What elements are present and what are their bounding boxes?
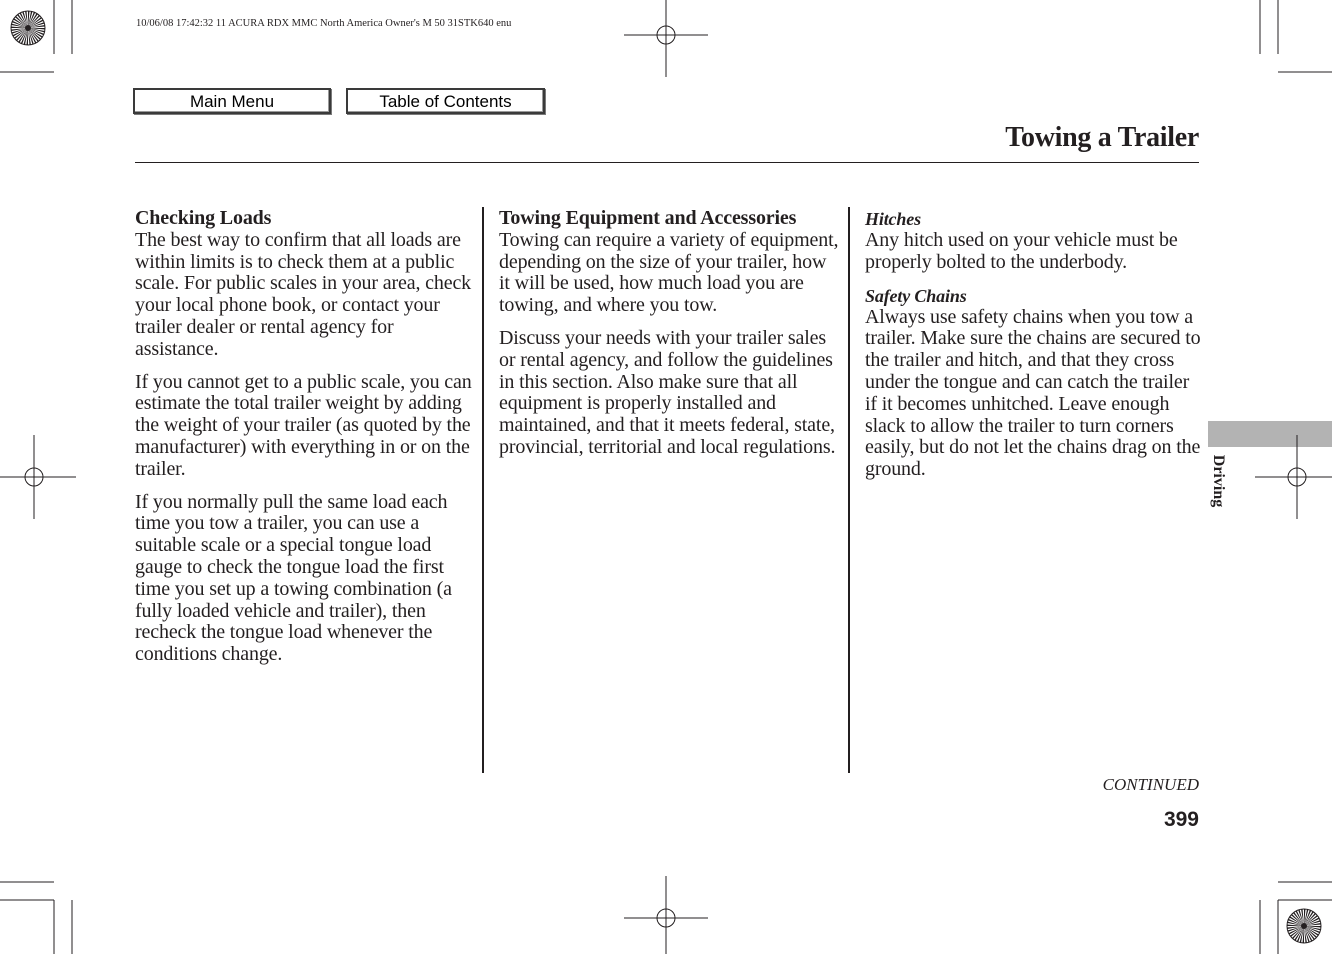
registration-target-right	[1255, 435, 1332, 519]
heading-towing-equipment: Towing Equipment and Accessories	[499, 207, 797, 229]
paragraph: If you normally pull the same load each time you tow a trailer, you can use a suitable scale or a special tongue load gauge to check the tongue load the first time you set up a towing combination (a fully loaded vehicle and trailer), then recheck the tongue load whenever the conditions change.	[135, 490, 452, 666]
table-of-contents-label: Table of Contents	[379, 92, 512, 111]
title-rule	[135, 162, 1199, 163]
paragraph: Towing can require a variety of equipment, depending on the size of your trailer, how it will be used, how much load you are towing, and where you tow.	[499, 228, 839, 317]
continued-label: CONTINUED	[1102, 775, 1199, 794]
registration-target-bottom	[624, 876, 708, 954]
paragraph: Any hitch used on your vehicle must be properly bolted to the underbody.	[865, 229, 1178, 273]
heading-hitches: Hitches	[865, 209, 921, 229]
section-label-driving: Driving	[1210, 454, 1227, 508]
column-towing-equipment	[499, 208, 839, 470]
heading-checking-loads: Checking Loads	[135, 207, 272, 229]
page-title: Towing a Trailer	[1005, 122, 1199, 153]
registration-target-top	[624, 0, 708, 77]
heading-safety-chains: Safety Chains	[865, 285, 967, 306]
registration-star-bottom-right	[1287, 909, 1321, 943]
registration-star-top-left	[11, 11, 45, 45]
registration-target-left	[0, 435, 76, 519]
paragraph: Always use safety chains when you tow a trailer. Make sure the chains are secured to the trailer and hitch, and that they cross under the tongue and can catch the trailer if it becomes unhitched. Leave enough slack to allow the trailer to turn corners easily, but do not let the chains drag on the ground.	[865, 305, 1201, 481]
paragraph: The best way to confirm that all loads are within limits is to check them at a public scale. For public scales in your area, check your local phone book, or contact your trailer dealer or rental agency for assistance.	[135, 228, 472, 360]
print-header: 10/06/08 17:42:32 11 ACURA RDX MMC North America Owner's M 50 31STK640 enu	[136, 18, 512, 29]
main-menu-label: Main Menu	[189, 92, 275, 111]
column-checking-loads	[135, 208, 480, 677]
column-hitches-chains	[865, 208, 1205, 492]
column-divider	[848, 207, 850, 773]
page-number: 399	[1163, 808, 1199, 831]
main-menu-button[interactable]	[133, 88, 331, 114]
paragraph: Discuss your needs with your trailer sales or rental agency, and follow the guidelines in this section. Also make sure that all equipment is properly installed and maintained, and that it meets federal, state, provincial, territorial and local regulations.	[499, 326, 836, 458]
paragraph: If you cannot get to a public scale, you can estimate the total trailer weight by adding the weight of your trailer (as quoted by the manufacturer) with everything in or on the trailer.	[135, 370, 472, 480]
table-of-contents-button[interactable]	[346, 88, 545, 114]
column-divider	[482, 207, 484, 773]
